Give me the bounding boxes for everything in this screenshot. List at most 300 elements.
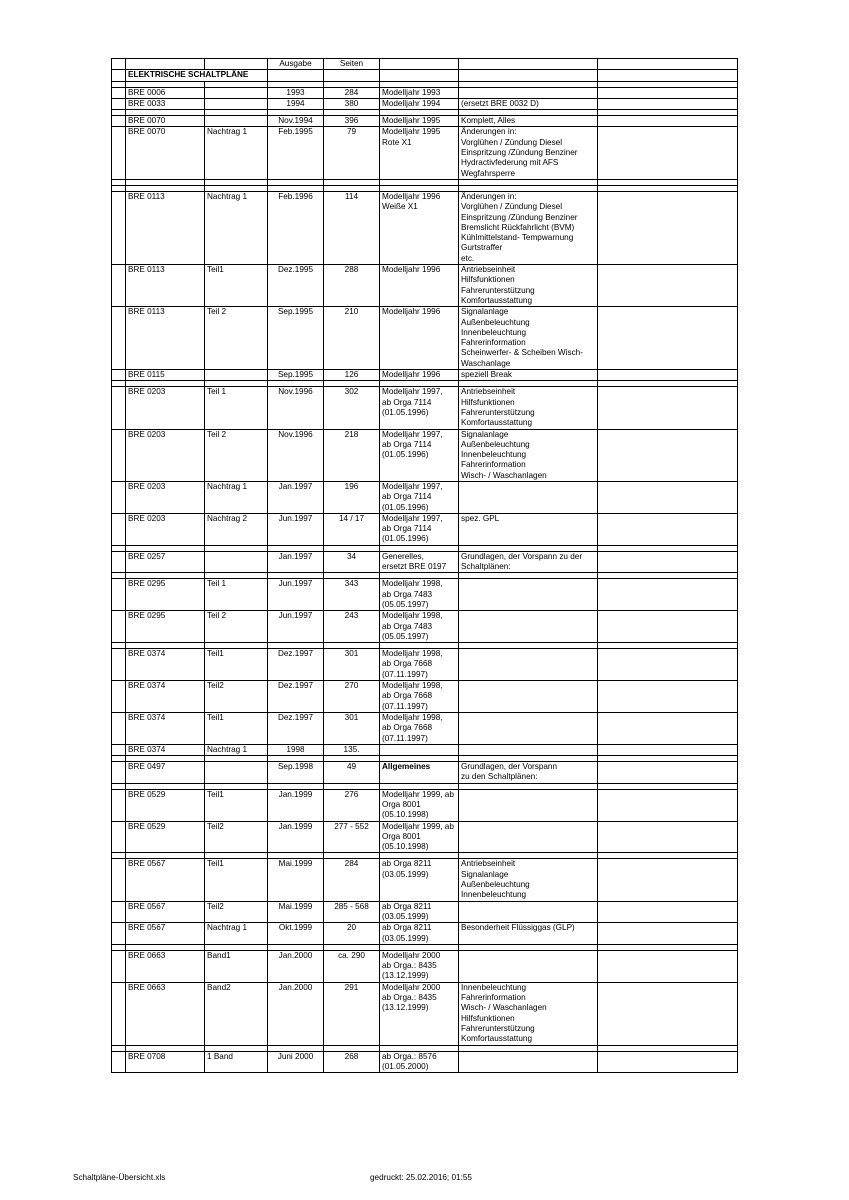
teil-cell: Nachtrag 1 — [205, 127, 268, 179]
bre-number: BRE 0033 — [126, 98, 205, 109]
cell-line: ab Orga 7114 — [382, 397, 432, 407]
ausgabe-cell: 1994 — [268, 98, 324, 109]
table-row — [112, 429, 738, 481]
cell-line: (05.10.1998) — [382, 810, 429, 820]
cell-line: Änderungen in: — [461, 191, 517, 201]
modell-cell — [380, 265, 459, 307]
cell-line: Fahrerinformation — [461, 993, 526, 1003]
cell-line: (01.05.1996) — [382, 450, 429, 460]
bre-number: BRE 0374 — [126, 744, 205, 755]
cell-line: (01.05.1996) — [382, 534, 429, 544]
inhalt-cell — [459, 681, 598, 713]
teil-cell: Teil 2 — [205, 611, 268, 643]
empty-cell — [598, 551, 738, 573]
cell-line: Komfortausstattung — [461, 1034, 532, 1044]
seiten-cell: 218 — [324, 429, 380, 481]
inhalt-cell — [459, 859, 598, 901]
cell-line: Vorglühen / Zündung Diesel — [461, 137, 563, 147]
empty-cell — [598, 950, 738, 982]
seiten-cell: 20 — [324, 923, 380, 945]
cell-line: ab Orga 7668 — [382, 691, 433, 701]
cell-line: Modelljahr 1998, — [382, 611, 443, 621]
cell-line: Modelljahr 1997, — [382, 513, 443, 523]
ausgabe-cell: Jun.1997 — [268, 611, 324, 643]
teil-cell — [205, 98, 268, 109]
ausgabe-cell: Sep.1998 — [268, 762, 324, 784]
cell-line: Hilfsfunktionen — [461, 1013, 515, 1023]
cell-line: Innenbeleuchtung — [461, 327, 527, 337]
seiten-cell: 268 — [324, 1051, 380, 1073]
seiten-cell: 343 — [324, 579, 380, 611]
seiten-cell: 291 — [324, 982, 380, 1045]
teil-cell: Teil2 — [205, 681, 268, 713]
bre-number: BRE 0203 — [126, 429, 205, 481]
table-row — [112, 1051, 738, 1073]
table-row — [112, 579, 738, 611]
cell-line: Komfortausstattung — [461, 295, 532, 305]
empty-cell — [598, 821, 738, 853]
teil-cell: Teil1 — [205, 712, 268, 744]
seiten-cell: 126 — [324, 370, 380, 381]
table-row — [112, 611, 738, 643]
cell-line: Modelljahr 1999, ab — [382, 821, 454, 831]
cell-line: Wegfahrsperre — [461, 168, 516, 178]
bre-number: BRE 0203 — [126, 513, 205, 545]
seiten-cell: 14 / 17 — [324, 513, 380, 545]
ausgabe-cell: Dez.1997 — [268, 649, 324, 681]
teil-cell: Nachtrag 1 — [205, 923, 268, 945]
ausgabe-cell: Jan.1997 — [268, 481, 324, 513]
marker-cell — [112, 191, 126, 264]
ausgabe-cell: Feb.1995 — [268, 127, 324, 179]
teil-cell — [205, 370, 268, 381]
marker-cell — [112, 265, 126, 307]
ausgabe-cell: Mai.1999 — [268, 859, 324, 901]
marker-cell — [112, 649, 126, 681]
table-row — [112, 901, 738, 923]
cell-line: Modelljahr 1999, ab — [382, 789, 454, 799]
seiten-cell: 380 — [324, 98, 380, 109]
seiten-cell: 301 — [324, 649, 380, 681]
teil-cell: Band2 — [205, 982, 268, 1045]
table-row — [112, 744, 738, 755]
cell-line: etc. — [461, 253, 475, 263]
ausgabe-cell: 1993 — [268, 87, 324, 98]
seiten-cell: 114 — [324, 191, 380, 264]
teil-cell: Teil1 — [205, 265, 268, 307]
inhalt-cell — [459, 649, 598, 681]
teil-cell: Teil2 — [205, 901, 268, 923]
cell-line: Modelljahr 1998, — [382, 681, 443, 691]
cell-line: (13.12.1999) — [382, 1003, 429, 1013]
cell-line: Modelljahr 1995 — [382, 127, 441, 137]
header-seiten: Seiten — [324, 59, 380, 70]
marker-cell — [112, 611, 126, 643]
cell-line: Außenbeleuchtung — [461, 880, 530, 890]
teil-cell: Band1 — [205, 950, 268, 982]
modell-cell — [380, 370, 459, 381]
inhalt-cell — [459, 789, 598, 821]
seiten-cell: 302 — [324, 387, 380, 429]
empty-cell — [598, 859, 738, 901]
empty-cell — [598, 611, 738, 643]
cell-line: Modelljahr 1994 — [382, 98, 441, 108]
cell-line: Modelljahr 1996 — [382, 191, 441, 201]
modell-cell — [380, 982, 459, 1045]
marker-cell — [112, 87, 126, 98]
empty-cell — [598, 789, 738, 821]
empty-cell — [598, 762, 738, 784]
cell-line: Fahrerinformation — [461, 460, 526, 470]
ausgabe-cell: Feb.1996 — [268, 191, 324, 264]
cell-line: Antriebseinheit — [461, 387, 516, 397]
empty-cell — [598, 370, 738, 381]
empty-cell — [598, 481, 738, 513]
cell-line: Wisch- / Waschanlagen — [461, 1003, 547, 1013]
bre-number: BRE 0374 — [126, 712, 205, 744]
marker-cell — [112, 762, 126, 784]
cell-line: ab Orga 8211 — [382, 901, 432, 911]
modell-cell — [380, 789, 459, 821]
inhalt-cell — [459, 982, 598, 1045]
ausgabe-cell: Mai.1999 — [268, 901, 324, 923]
table-row — [112, 116, 738, 127]
bre-number: BRE 0663 — [126, 950, 205, 982]
section-title-row — [112, 70, 738, 81]
cell-line: Fahrerunterstützung — [461, 407, 535, 417]
ausgabe-cell: Jan.2000 — [268, 950, 324, 982]
teil-cell: Teil1 — [205, 649, 268, 681]
teil-cell: Teil 1 — [205, 387, 268, 429]
bre-number: BRE 0529 — [126, 821, 205, 853]
inhalt-cell — [459, 579, 598, 611]
cell-line: Signalanlage — [461, 307, 509, 317]
cell-line: Grundlagen, der Vorspann — [461, 762, 558, 772]
seiten-cell: 396 — [324, 116, 380, 127]
ausgabe-cell: Dez.1997 — [268, 681, 324, 713]
empty-cell — [598, 116, 738, 127]
cell-line: (ersetzt BRE 0032 D) — [461, 98, 539, 108]
cell-line: Allgemeines — [382, 762, 431, 772]
inhalt-cell — [459, 481, 598, 513]
ausgabe-cell: Jun.1997 — [268, 513, 324, 545]
table-row — [112, 859, 738, 901]
modell-cell — [380, 744, 459, 755]
bre-number: BRE 0113 — [126, 191, 205, 264]
ausgabe-cell: Okt.1999 — [268, 923, 324, 945]
modell-cell — [380, 762, 459, 784]
teil-cell: Teil 2 — [205, 307, 268, 370]
bre-number: BRE 0006 — [126, 87, 205, 98]
inhalt-cell — [459, 191, 598, 264]
cell-line: Orga 8001 — [382, 831, 421, 841]
cell-line: ab Orga 7483 — [382, 589, 433, 599]
cell-line: Gurtstraffer — [461, 243, 503, 253]
empty-cell — [598, 649, 738, 681]
table-row — [112, 982, 738, 1045]
bre-number: BRE 0203 — [126, 481, 205, 513]
cell-line: Hilfsfunktionen — [461, 397, 515, 407]
cell-line: Komplett, Alles — [461, 116, 516, 126]
cell-line: Innenbeleuchtung — [461, 982, 527, 992]
ausgabe-cell: Jan.1999 — [268, 821, 324, 853]
table-row — [112, 370, 738, 381]
teil-cell: Nachtrag 1 — [205, 481, 268, 513]
footer-filename: Schaltpläne-Übersicht.xls — [73, 1173, 166, 1182]
cell-line: ab Orga 7668 — [382, 723, 433, 733]
empty-cell — [598, 681, 738, 713]
table-row — [112, 307, 738, 370]
cell-line: ab Orga 8211 — [382, 859, 432, 869]
cell-line: ab Orga 7483 — [382, 621, 433, 631]
cell-line: Modelljahr 1997, — [382, 429, 443, 439]
inhalt-cell — [459, 744, 598, 755]
modell-cell — [380, 98, 459, 109]
table-row — [112, 481, 738, 513]
inhalt-cell — [459, 429, 598, 481]
bre-number: BRE 0567 — [126, 923, 205, 945]
modell-cell — [380, 551, 459, 573]
table-row — [112, 950, 738, 982]
cell-line: (07.11.1997) — [382, 669, 428, 679]
inhalt-cell — [459, 821, 598, 853]
cell-line: Fahrerunterstützung — [461, 1023, 535, 1033]
cell-line: Einspritzung /Zündung Benziner — [461, 212, 578, 222]
cell-line: (03.05.1999) — [382, 911, 429, 921]
cell-line: (13.12.1999) — [382, 971, 429, 981]
bre-number: BRE 0567 — [126, 901, 205, 923]
table-row — [112, 191, 738, 264]
teil-cell: Nachtrag 1 — [205, 191, 268, 264]
marker-cell — [112, 127, 126, 179]
marker-cell — [112, 481, 126, 513]
cell-line: Grundlagen, der Vorspann zu der — [461, 551, 583, 561]
cell-line: ab Orga.: 8576 — [382, 1051, 437, 1061]
marker-cell — [112, 712, 126, 744]
bre-number: BRE 0295 — [126, 579, 205, 611]
bre-number: BRE 0113 — [126, 307, 205, 370]
cell-line: Orga 8001 — [382, 800, 421, 809]
bre-number: BRE 0070 — [126, 127, 205, 179]
inhalt-cell — [459, 265, 598, 307]
bre-number: BRE 0708 — [126, 1051, 205, 1073]
teil-cell — [205, 551, 268, 573]
cell-line: (05.05.1997) — [382, 631, 429, 641]
inhalt-cell — [459, 513, 598, 545]
seiten-cell: 79 — [324, 127, 380, 179]
ausgabe-cell: Sep.1995 — [268, 307, 324, 370]
marker-cell — [112, 821, 126, 853]
cell-line: Einspritzung /Zündung Benziner — [461, 148, 578, 158]
cell-line: Modelljahr 1996 — [382, 307, 441, 317]
marker-cell — [112, 579, 126, 611]
teil-cell: Nachtrag 1 — [205, 744, 268, 755]
seiten-cell: 135. — [324, 744, 380, 755]
cell-line: Modelljahr 2000 — [382, 950, 441, 960]
table-row — [112, 387, 738, 429]
seiten-cell: 49 — [324, 762, 380, 784]
cell-line: Fahrerinformation — [461, 338, 526, 348]
cell-line: ab Orga 7114 — [382, 439, 432, 449]
marker-cell — [112, 370, 126, 381]
cell-line: ab Orga 7114 — [382, 492, 432, 502]
table-row — [112, 649, 738, 681]
cell-line: ab Orga.: 8435 — [382, 961, 437, 971]
inhalt-cell — [459, 307, 598, 370]
bre-number: BRE 0663 — [126, 982, 205, 1045]
inhalt-cell — [459, 370, 598, 381]
header-row — [112, 59, 738, 70]
modell-cell — [380, 387, 459, 429]
empty-cell — [598, 712, 738, 744]
cell-line: (07.11.1997) — [382, 701, 428, 711]
modell-cell — [380, 712, 459, 744]
teil-cell — [205, 762, 268, 784]
marker-cell — [112, 982, 126, 1045]
bre-number: BRE 0113 — [126, 265, 205, 307]
seiten-cell: 288 — [324, 265, 380, 307]
teil-cell: 1 Band — [205, 1051, 268, 1073]
cell-line: Weiße X1 — [382, 202, 418, 212]
cell-line: ab Orga 7668 — [382, 659, 433, 669]
ausgabe-cell: Jan.1999 — [268, 789, 324, 821]
empty-cell — [598, 901, 738, 923]
seiten-cell: 196 — [324, 481, 380, 513]
table-row — [112, 265, 738, 307]
cell-line: Antriebseinheit — [461, 859, 516, 869]
empty-cell — [598, 513, 738, 545]
inhalt-cell — [459, 611, 598, 643]
table-row — [112, 513, 738, 545]
cell-line: Außenbeleuchtung — [461, 317, 530, 327]
seiten-cell: 277 - 552 — [324, 821, 380, 853]
empty-cell — [598, 265, 738, 307]
cell-line: Kühlmittelstand- Tempwarnung — [461, 233, 574, 243]
marker-cell — [112, 950, 126, 982]
ausgabe-cell: Jan.2000 — [268, 982, 324, 1045]
bre-number: BRE 0070 — [126, 116, 205, 127]
cell-line: (05.05.1997) — [382, 599, 429, 609]
cell-line: Änderungen in: — [461, 127, 517, 137]
empty-cell — [598, 1051, 738, 1073]
ausgabe-cell: 1998 — [268, 744, 324, 755]
seiten-cell: 210 — [324, 307, 380, 370]
cell-line: Besonderheit Flüssiggas (GLP) — [461, 923, 575, 933]
inhalt-cell — [459, 116, 598, 127]
cell-line: Modelljahr 1995 — [382, 116, 441, 126]
cell-line: Vorglühen / Zündung Diesel — [461, 202, 563, 212]
bre-number: BRE 0295 — [126, 611, 205, 643]
cell-line: Modelljahr 1997, — [382, 481, 443, 491]
seiten-cell: 301 — [324, 712, 380, 744]
bre-number: BRE 0203 — [126, 387, 205, 429]
marker-cell — [112, 307, 126, 370]
cell-line: (01.05.1996) — [382, 502, 429, 512]
cell-line: Scheinwerfer- & Scheiben Wisch- — [461, 348, 583, 358]
teil-cell — [205, 116, 268, 127]
marker-cell — [112, 681, 126, 713]
ausgabe-cell: Nov.1996 — [268, 429, 324, 481]
bre-number: BRE 0497 — [126, 762, 205, 784]
marker-cell — [112, 98, 126, 109]
table-row — [112, 98, 738, 109]
cell-line: Komfortausstattung — [461, 418, 532, 428]
inhalt-cell — [459, 950, 598, 982]
bre-number: BRE 0529 — [126, 789, 205, 821]
seiten-cell: 284 — [324, 859, 380, 901]
empty-cell — [598, 191, 738, 264]
cell-line: Schaltplänen: — [461, 562, 511, 572]
teil-cell: Nachtrag 2 — [205, 513, 268, 545]
empty-cell — [598, 307, 738, 370]
ausgabe-cell: Dez.1997 — [268, 712, 324, 744]
cell-line: Signalanlage — [461, 869, 509, 879]
table-row — [112, 923, 738, 945]
seiten-cell: ca. 290 — [324, 950, 380, 982]
cell-line: Generelles, — [382, 551, 424, 561]
inhalt-cell — [459, 98, 598, 109]
modell-cell — [380, 681, 459, 713]
modell-cell — [380, 307, 459, 370]
modell-cell — [380, 950, 459, 982]
cell-line: Modelljahr 1998, — [382, 649, 443, 659]
modell-cell — [380, 116, 459, 127]
marker-cell — [112, 744, 126, 755]
inhalt-cell — [459, 923, 598, 945]
cell-line: ersetzt BRE 0197 — [382, 562, 447, 572]
cell-line: Modelljahr 1996 — [382, 265, 441, 275]
inhalt-cell — [459, 712, 598, 744]
section-title: ELEKTRISCHE SCHALTPLÄNE — [126, 70, 268, 81]
seiten-cell: 276 — [324, 789, 380, 821]
table-row — [112, 762, 738, 784]
marker-cell — [112, 1051, 126, 1073]
cell-line: ab Orga 7114 — [382, 524, 432, 534]
cell-line: Hilfsfunktionen — [461, 275, 515, 285]
bre-number: BRE 0374 — [126, 649, 205, 681]
modell-cell — [380, 87, 459, 98]
modell-cell — [380, 481, 459, 513]
modell-cell — [380, 649, 459, 681]
marker-cell — [112, 859, 126, 901]
cell-line: ab Orga 8211 — [382, 923, 432, 933]
teil-cell: Teil 1 — [205, 579, 268, 611]
footer-print-date: gedruckt: 25.02.2016; 01:55 — [370, 1173, 472, 1182]
cell-line: Modelljahr 1993 — [382, 87, 441, 97]
cell-line: (03.05.1999) — [382, 933, 429, 943]
ausgabe-cell: Dez.1995 — [268, 265, 324, 307]
inhalt-cell — [459, 762, 598, 784]
table-row — [112, 127, 738, 179]
seiten-cell: 270 — [324, 681, 380, 713]
cell-line: spez. GPL — [461, 513, 500, 523]
inhalt-cell — [459, 387, 598, 429]
empty-cell — [598, 387, 738, 429]
empty-cell — [598, 98, 738, 109]
marker-cell — [112, 429, 126, 481]
empty-cell — [598, 127, 738, 179]
cell-line: Antriebseinheit — [461, 265, 516, 275]
modell-cell — [380, 513, 459, 545]
bre-number: BRE 0257 — [126, 551, 205, 573]
marker-cell — [112, 923, 126, 945]
cell-line: (07.11.1997) — [382, 733, 428, 743]
bre-number: BRE 0374 — [126, 681, 205, 713]
ausgabe-cell: Sep.1995 — [268, 370, 324, 381]
cell-line: zu den Schaltplänen: — [461, 772, 538, 782]
cell-line: Modelljahr 2000 — [382, 982, 441, 992]
schaltplaene-table — [111, 58, 738, 1073]
